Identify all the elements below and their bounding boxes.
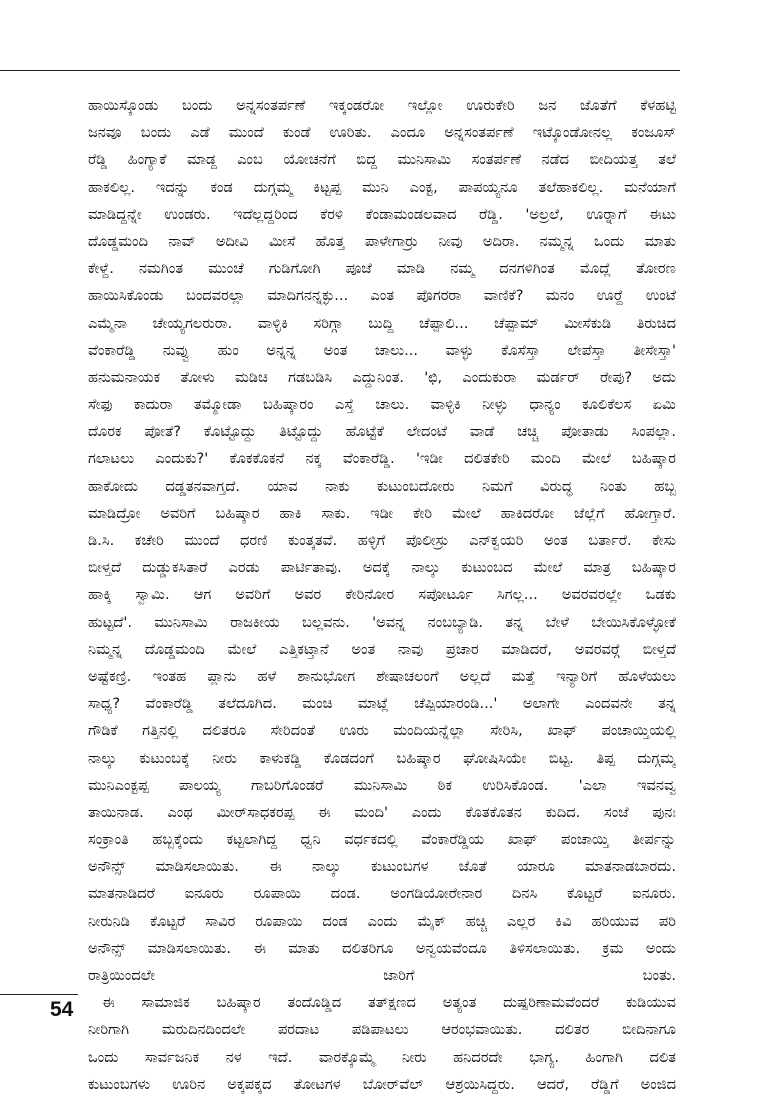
text-line: ಹಾಕೋದು ದಡ್ಡತನವಾಗ್ತದೆ. ಯಾವ ನಾಕು ಕುಟುಂಬದೋರು ನಿಮಗೆ ವಿರುದ್ಧ ನಿಂತು ಹಬ್ಬ xyxy=(88,477,676,495)
text-line: ನೀರಿಗಾಗಿ ಮರುದಿನದಿಂದಲೇ ಪರದಾಟ ಪಡಿಪಾಟಲು ಆರಂಭವಾಯಿತು. ದಲಿತರ ಬೀದಿನಾಗೂ xyxy=(88,1021,676,1039)
text-line: ಬೀಳ್ತದೆ ದುಡ್ಡುಕಸಿತಾರೆ ಎರಡು ಪಾರ್ಟಿತಾವು. ಅದಕ್ಕೆ ನಾಲ್ಕು ಕುಟುಂಬದ ಮೇಲೆ ಮಾತ್ರ ಬಹಿಷ್ಕಾರ xyxy=(88,559,676,577)
text-line: ಗೌಡಿಕೆ ಗತ್ತಿನಲ್ಲಿ ದಲಿತರೂ ಸೇರಿದಂತೆ ಊರು ಮಂದಿಯನ್ನೆಲ್ಲಾ ಸೇರಿಸಿ, ಖಾಫ್ ಪಂಚಾಯ್ತಿಯಲ್ಲಿ xyxy=(88,722,676,740)
paragraph-1 xyxy=(88,92,676,989)
text-line: ನಾಲ್ಕು ಕುಟುಂಬಕ್ಕೆ ನೀರು ಕಾಳುಕಡ್ಡಿ ಕೊಡದಂಗೆ ಬಹಿಷ್ಕಾರ ಘೋಷಿಸಿಯೇ ಬಿಟ್ಟ. ತಿಪ್ಪ ದುಗ್ಗಮ್ಮ xyxy=(88,749,676,767)
text-line: ಹಾಕಲಿಲ್ಲ. ಇದನ್ನು ಕಂಡ ದುಗ್ಗಮ್ಮ ಕಿಟ್ಟಪ್ಪ ಮುನಿ ಎಂಕ್ಟ, ಪಾಪಯ್ಯನೂ ತಲೆಹಾಕಲಿಲ್ಲ. ಮನೆಯಾಗೆ xyxy=(88,178,676,196)
text-line: ನಿಮ್ಮನ್ನ ದೊಡ್ಡಮಂದಿ ಮೇಲೆ ಎತ್ತಿಕಟ್ತಾನೆ ಅಂತ ನಾವು ಪ್ರಚಾರ ಮಾಡಿದರೆ, ಅವರವರ್‍ಗೆ ಬೀಳ್ತದೆ xyxy=(88,640,676,658)
text-line: ನೀರುನಿಡಿ ಕೊಟ್ಟರೆ ಸಾವಿರ ರೂಪಾಯಿ ದಂಡ ಎಂದು ಮೈಕ್ ಹಚ್ಚಿ ಎಲ್ಲರ ಕಿವಿ ಹರಿಯುವ ಪರಿ xyxy=(88,912,676,930)
text-line: ಅನೌನ್ಸ್ ಮಾಡಿಸಲಾಯಿತು. ಈ ಮಾತು ದಲಿತರಿಗೂ ಅನ್ವಯವೆಂದೂ ತಿಳಿಸಲಾಯಿತು. ಕ್ರಮ ಅಂದು xyxy=(88,939,676,957)
paragraph-2 xyxy=(88,989,676,1098)
top-rule xyxy=(0,70,680,71)
text-line: ರೆಡ್ಡಿ ಹಿಂಗ್ಯಾಕೆ ಮಾಡ್ದ ಎಂಬ ಯೋಚನೆಗೆ ಬಿದ್ದ ಮುನಿಸಾಮಿ ಸಂತರ್ಪಣೆ ನಡೆದ ಬೀದಿಯತ್ತ ತಲೆ xyxy=(88,151,676,169)
text-line: ಹನುಮನಾಯಕ ತೋಳು ಮಡಿಚಿ ಗಡಬಡಿಸಿ ಎದ್ದುನಿಂತ. 'ಛಿ, ಎಂದುಕುರಾ ಮರ್ಡರ್ ರೇಪು? ಅದು xyxy=(88,368,676,386)
text-line: ಮಾತನಾಡಿದರೆ ಐನೂರು ರೂಪಾಯಿ ದಂಡ. ಅಂಗಡಿಯೋರೇನಾರ ದಿನಸಿ ಕೊಟ್ಟರೆ ಐನೂರು. xyxy=(88,885,676,903)
text-line: ಈ ಸಾಮಾಜಿಕ ಬಹಿಷ್ಕಾರ ತಂದೊಡ್ಡಿದ ತತ್‍ಕ್ಷಣದ ಅತ್ಯಂತ ದುಷ್ಪರಿಣಾಮವೆಂದರೆ ಕುಡಿಯುವ xyxy=(102,994,676,1012)
body-text xyxy=(88,92,676,1098)
footer-rule xyxy=(0,994,78,995)
text-line: ಜನವೂ ಬಂದು ಎಡೆ ಮುಂದೆ ಕುಂಡೆ ಊರಿತು. ಎಂದೂ ಅನ್ನಸಂತರ್ಪಣೆ ಇಟ್ಕೊಂಡೋನಲ್ಲ ಕಂಜೂಸ್ xyxy=(88,124,676,142)
text-line: ತಾಯಿನಾಡ. ಎಂಥ ಮೀರ್‌ಸಾಧಕರಪ್ಪ ಈ ಮಂದಿ' ಎಂದು ಕೊತಕೊತನ ಕುದಿದ. ಸಂಜೆ ಪುನಃ xyxy=(88,803,676,821)
text-line: ಸೇಫು ಕಾದುರಾ ತಮ್ಮೋಡಾ ಬಹಿಷ್ಕಾರಂ ಎಸ್ತೆ ಚಾಲು. ವಾಳ್ಳಿಕಿ ನೀಳ್ಳು ಧಾನ್ಯಂ ಕೂಲಿಕೆಲಸ ಏಮಿ xyxy=(88,396,676,414)
text-line: ಹುಟ್ಟದೆ'. ಮುನಿಸಾಮಿ ರಾಜಕೀಯ ಬಲ್ಲವನು. 'ಅವನ್ನ ನಂಬಬ್ಯಾಡಿ. ತನ್ನ ಬೇಳೆ ಬೇಯಿಸಿಕೊಳ್ಳೋಕೆ xyxy=(88,613,676,631)
text-line: ಸಾಧ್ಯ? ವೆಂಕಾರೆಡ್ಡಿ ತಲೆದೂಗಿದ. ಮಂಚಿ ಮಾಟ್ಲೆ ಚೆಪ್ಪಿಯಾರಂಡಿ...' ಅಲಾಗೇ ಎಂದವನೇ ತನ್ನ xyxy=(88,695,676,713)
text-line: ಮಾಡಿದ್ದನ್ನೇ ಉಂಡರು. ಇದೆಲ್ಲದ್ದರಿಂದ ಕೆರಳಿ ಕೆಂಡಾಮಂಡಲವಾದ ರೆಡ್ಡಿ. 'ಅಲ್ರಲೆ, ಊರ್‍ನಾಗೆ ಈಟು xyxy=(88,205,676,223)
text-line: ಸಂಕ್ರಾಂತಿ ಹಬ್ಬಕ್ಕೆಂದು ಕಟ್ಟಲಾಗಿದ್ದ ಧ್ವನಿ ವರ್ಧಕದಲ್ಲಿ ವೆಂಕಾರೆಡ್ಡಿಯ ಖಾಫ್ ಪಂಚಾಯ್ತಿ ತೀರ್ಪನ್ನು xyxy=(88,831,676,849)
text-line: ಹಾಯಿಸ್ಕೊಂಡು ಬಂದು ಅನ್ನಸಂತರ್ಪಣೆ ಇಕ್ಕಂಡರೋ ಇಲ್ಲೋ ಊರುಕೇರಿ ಜನ ಜೊತೆಗೆ ಕೆಳಹಟ್ಟಿ xyxy=(88,97,676,114)
text-line: ಮಾಡಿದ್ರೋ ಅವರಿಗೆ ಬಹಿಷ್ಕಾರ ಹಾಕಿ ಸಾಕು. ಇಡೀ ಕೇರಿ ಮೇಲೆ ಹಾಕಿದರೋ ಜೆಲ್ಲೆಗೆ ಹೋಗ್ತಾರೆ. xyxy=(88,504,676,522)
text-line: ಅನೌನ್ಸ್ ಮಾಡಿಸಲಾಯಿತು. ಈ ನಾಲ್ಕು ಕುಟುಂಬಗಳ ಜೊತೆ ಯಾರೂ ಮಾತನಾಡಬಾರದು. xyxy=(88,858,676,876)
text-line: ಕೇಳ್ದೆ. ನಮಗಿಂತ ಮುಂಚೆ ಗುಡಿಗೋಗಿ ಪೂಜೆ ಮಾಡಿ ನಮ್ಮ ದನಗಳಿಗಿಂತ ಮೊದ್ಲೆ ತೋರಣ xyxy=(88,260,676,278)
text-line: ಡಿ.ಸಿ. ಕಚೇರಿ ಮುಂದೆ ಧರಣಿ ಕುಂತ್ಕತವೆ. ಹಳ್ಳಿಗೆ ಪೊಲೀಸ್ರು ಎನ್‍ಕ್ವಯರಿ ಅಂತ ಬರ್ತಾರೆ. ಕೇಸು xyxy=(88,532,676,549)
text-line: ಎಮ್ಮೆನಾ ಚೇಯ್ಯಗಲರುರಾ. ವಾಳ್ಳಿಕಿ ಸರಿಗ್ಗಾ ಬುದ್ದಿ ಚೆಪ್ಪಾಲಿ... ಚೆಪ್ಪಾಮ್ ಮೀಸೆಕುಡಿ ತಿರುಚಿದ xyxy=(88,314,676,332)
text-line: ದೊಡ್ಡಮಂದಿ ನಾವ್ ಅದೀವಿ ಮೀಸೆ ಹೊತ್ತ ಪಾಳೇಗಾರ್‍ರು ನೀವು ಅದಿರಾ. ನಮ್ಮನ್ನ ಒಂದು ಮಾತು xyxy=(88,232,676,250)
text-line: ಹಾಕ್ಕಿ ಸ್ವಾಮಿ. ಆಗ ಅವರಿಗೆ ಅವರ ಕೇರಿನೋರ ಸಪೋರ್ಟೂ ಸಿಗಲ್ಲ... ಅವರವರಲ್ಲೇ ಒಡಕು xyxy=(88,586,676,604)
text-line: ವೆಂಕಾರೆಡ್ಡಿ ನುವ್ವು ಹುಂ ಅನ್ನನ್ನ ಅಂತ ಚಾಲು... ವಾಳ್ಳು ಕೊಸೆಸ್ತಾ ಲೇಪೆಸ್ತಾ ತೀಸೇಸ್ತಾ' xyxy=(88,341,676,359)
text-line: ಒಂದು ಸಾರ್ವಜನಿಕ ನಳ ಇದೆ. ವಾರಕ್ಕೊಮ್ಮೆ ನೀರು ಹನಿದರದೇ ಭಾಗ್ಯ. ಹಿಂಗಾಗಿ ದಲಿತ xyxy=(88,1048,676,1066)
text-line: ಗಲಾಟಲು ಎಂದುಕು?' ಕೊಕಕೊಕನೆ ನಕ್ಕ ವೆಂಕಾರೆಡ್ಡಿ. 'ಇಡೀ ದಲಿತಕೇರಿ ಮಂದಿ ಮೇಲೆ ಬಹಿಷ್ಕಾರ xyxy=(88,450,676,468)
text-line: ದೊರಕ ಪೋತೆ? ಕೊಟ್ಟೊದ್ದು ತಿಟ್ಟೊದ್ದು ಹೊಟ್ಟೆಕೆ ಲೇದಂಟೆ ವಾಡೆ ಚಚ್ಚಿ ಪೋತಾಡು ಸಿಂಪಲ್ಲಾ. xyxy=(88,423,676,441)
text-line: ಅಷ್ಟೆಕಣ್ರಿ. ಇಂತಹ ಪ್ಲಾನು ಹಳೆ ಶಾನುಭೋಗ ಶೇಷಾಚಲಂಗೆ ಅಲ್ಲದೆ ಮತ್ತೆ ಇನ್ಯಾರಿಗೆ ಹೊಳೆಯಲು xyxy=(88,667,676,685)
page-number: 54 xyxy=(50,998,74,1021)
text-line: ರಾತ್ರಿಯಿಂದಲೇ ಜಾರಿಗೆ ಬಂತು. xyxy=(88,967,676,984)
text-line: ಕುಟುಂಬಗಳು ಊರಿನ ಅಕ್ಕಪಕ್ಕದ ತೋಟಗಳ ಬೋರ್‌ವೆಲ್ ಆಶ್ರಯಿಸಿದ್ದರು. ಆದರೆ, ರೆಡ್ಡಿಗೆ ಅಂಜಿದ xyxy=(88,1075,676,1093)
text-line: ಹಾಯಿಸಿಕೊಂಡು ಬಂದವರಲ್ಲಾ ಮಾದಿಗನನ್ನಕ್ಳು... ಎಂತ ಪೊಗರರಾ ವಾಣಿಕೆ? ಮನಂ ಊರ್‍ದೆ ಉಂಟೆ xyxy=(88,287,676,305)
text-line: ಮುನಿಎಂಕ್ಟಪ್ಪ ಪಾಲಯ್ಯ ಗಾಬರಿಗೊಂಡರೆ ಮುನಿಸಾಮಿ ಠಿಕ ಉರಿಸಿಕೊಂಡ. 'ಎಲಾ ಇವನವ್ವ xyxy=(88,776,676,794)
